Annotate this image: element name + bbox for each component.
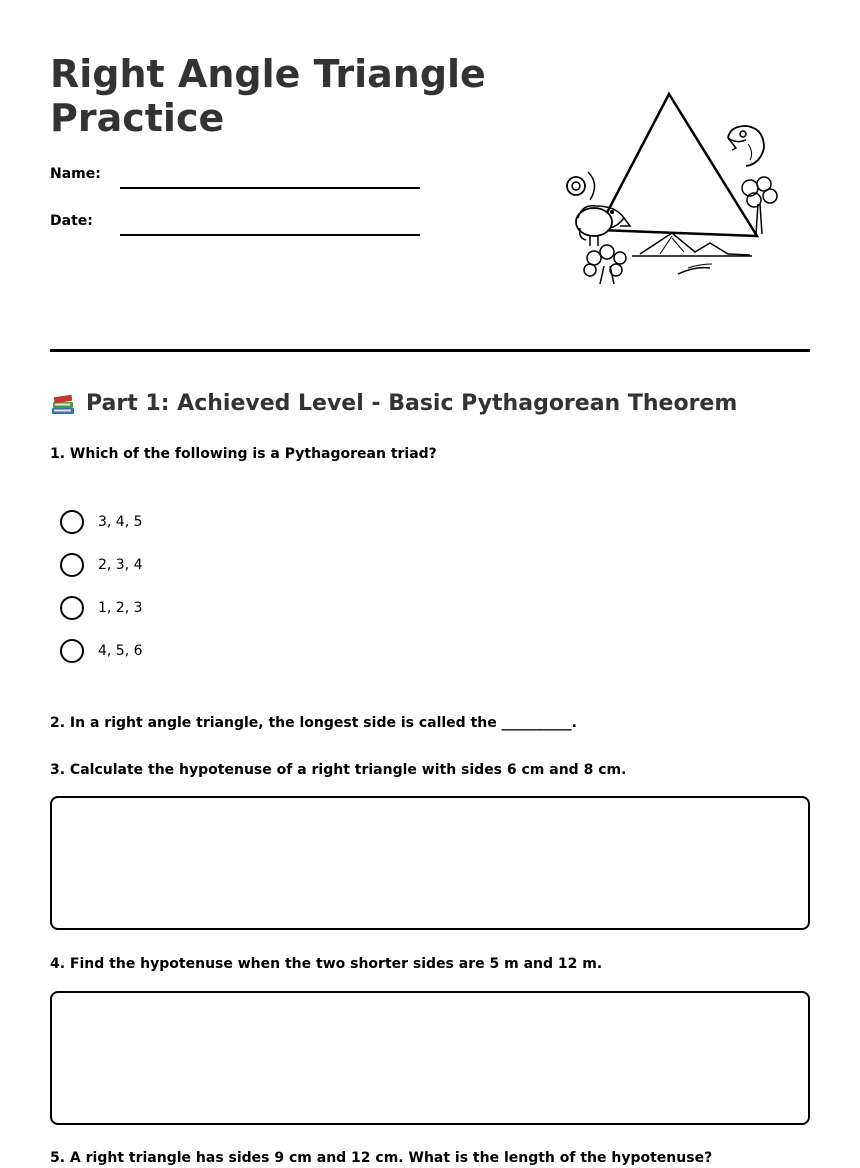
date-field[interactable] (120, 234, 420, 236)
section-title-text: Part 1: Achieved Level - Basic Pythagorean Theorem (86, 391, 738, 416)
option-label: 4, 5, 6 (98, 643, 143, 659)
option-1[interactable] (60, 509, 143, 535)
question-3: 3. Calculate the hypotenuse of a right triangle with sides 6 cm and 8 cm. (50, 762, 627, 778)
question-2: 2. In a right angle triangle, the longest side is called the __________. (50, 715, 577, 731)
option-label: 3, 4, 5 (98, 514, 143, 530)
question-5: 5. A right triangle has sides 9 cm and 12 cm. What is the length of the hypotenuse? (50, 1150, 713, 1166)
date-label: Date: (50, 213, 93, 229)
option-3[interactable] (60, 595, 143, 621)
option-label: 1, 2, 3 (98, 600, 143, 616)
answer-box-4[interactable] (50, 991, 810, 1125)
option-label: 2, 3, 4 (98, 557, 143, 573)
answer-box-3[interactable] (50, 796, 810, 930)
question-1: 1. Which of the following is a Pythagorean triad? (50, 446, 437, 462)
books-icon (50, 391, 76, 417)
section-title (50, 389, 737, 419)
radio-option-2[interactable] (60, 553, 84, 577)
radio-option-1[interactable] (60, 510, 84, 534)
radio-option-4[interactable] (60, 639, 84, 663)
page-title: Right Angle Triangle Practice (50, 52, 486, 140)
option-4[interactable] (60, 638, 143, 664)
question-4: 4. Find the hypotenuse when the two shorter sides are 5 m and 12 m. (50, 956, 603, 972)
name-field[interactable] (120, 187, 420, 189)
name-label: Name: (50, 166, 101, 182)
triangle-illustration-icon (560, 88, 782, 288)
radio-option-3[interactable] (60, 596, 84, 620)
option-2[interactable] (60, 552, 143, 578)
section-divider (50, 349, 810, 352)
